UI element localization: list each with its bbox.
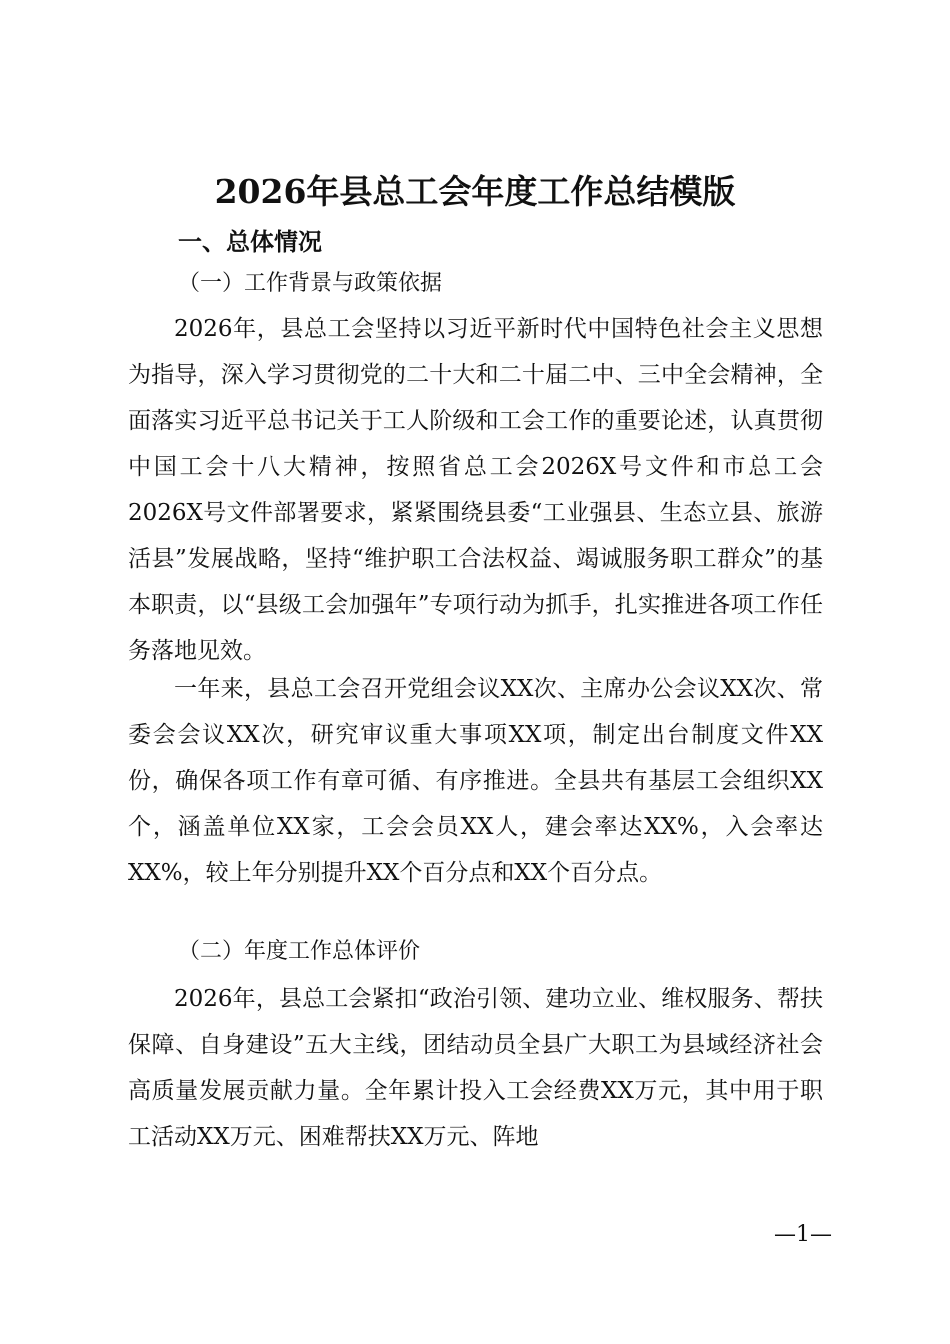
subsection-heading-evaluation: （二）年度工作总体评价 — [178, 939, 421, 964]
paragraph-background: 2026年，县总工会坚持以习近平新时代中国特色社会主义思想为指导，深入学习贯彻党的二十大和二十届二中、三中全会精神，全面落实习近平总书记关于工人阶级和工会工作的重要论述，认真贯彻中国工会十八大精神，按照省总工会2026X号文件和市总工会2026X号文件部署要求，紧紧围绕县委“工业强县、生态立县、旅游活县”发展战略，坚持“维护职工合法权益、竭诚服务职工群众”的基本职责，以“县级工会加强年”专项行动为抓手，扎实推进各项工作任务落地见效。 — [128, 316, 823, 664]
paragraph-evaluation: 2026年，县总工会紧扣“政治引领、建功立业、维权服务、帮扶保障、自身建设”五大主线，团结动员全县广大职工为县域经济社会高质量发展贡献力量。全年累计投入工会经费XX万元，其中用于职工活动XX万元、困难帮扶XX万元、阵地 — [128, 986, 823, 1150]
page-number: —1— — [774, 1222, 832, 1247]
section-heading-overview: 一、总体情况 — [178, 228, 322, 256]
subsection-heading-background: （一）工作背景与政策依据 — [178, 271, 443, 296]
document-title: 2026年县总工会年度工作总结模版 — [214, 172, 736, 211]
paragraph-meetings-statistics: 一年来，县总工会召开党组会议XX次、主席办公会议XX次、常委会会议XX次，研究审议重大事项XX项，制定出台制度文件XX份，确保各项工作有章可循、有序推进。全县共有基层工会组织XX个，涵盖单位XX家，工会会员XX人，建会率达XX%，入会率达XX%，较上年分别提升XX个百分点和XX个百分点。 — [128, 676, 823, 886]
